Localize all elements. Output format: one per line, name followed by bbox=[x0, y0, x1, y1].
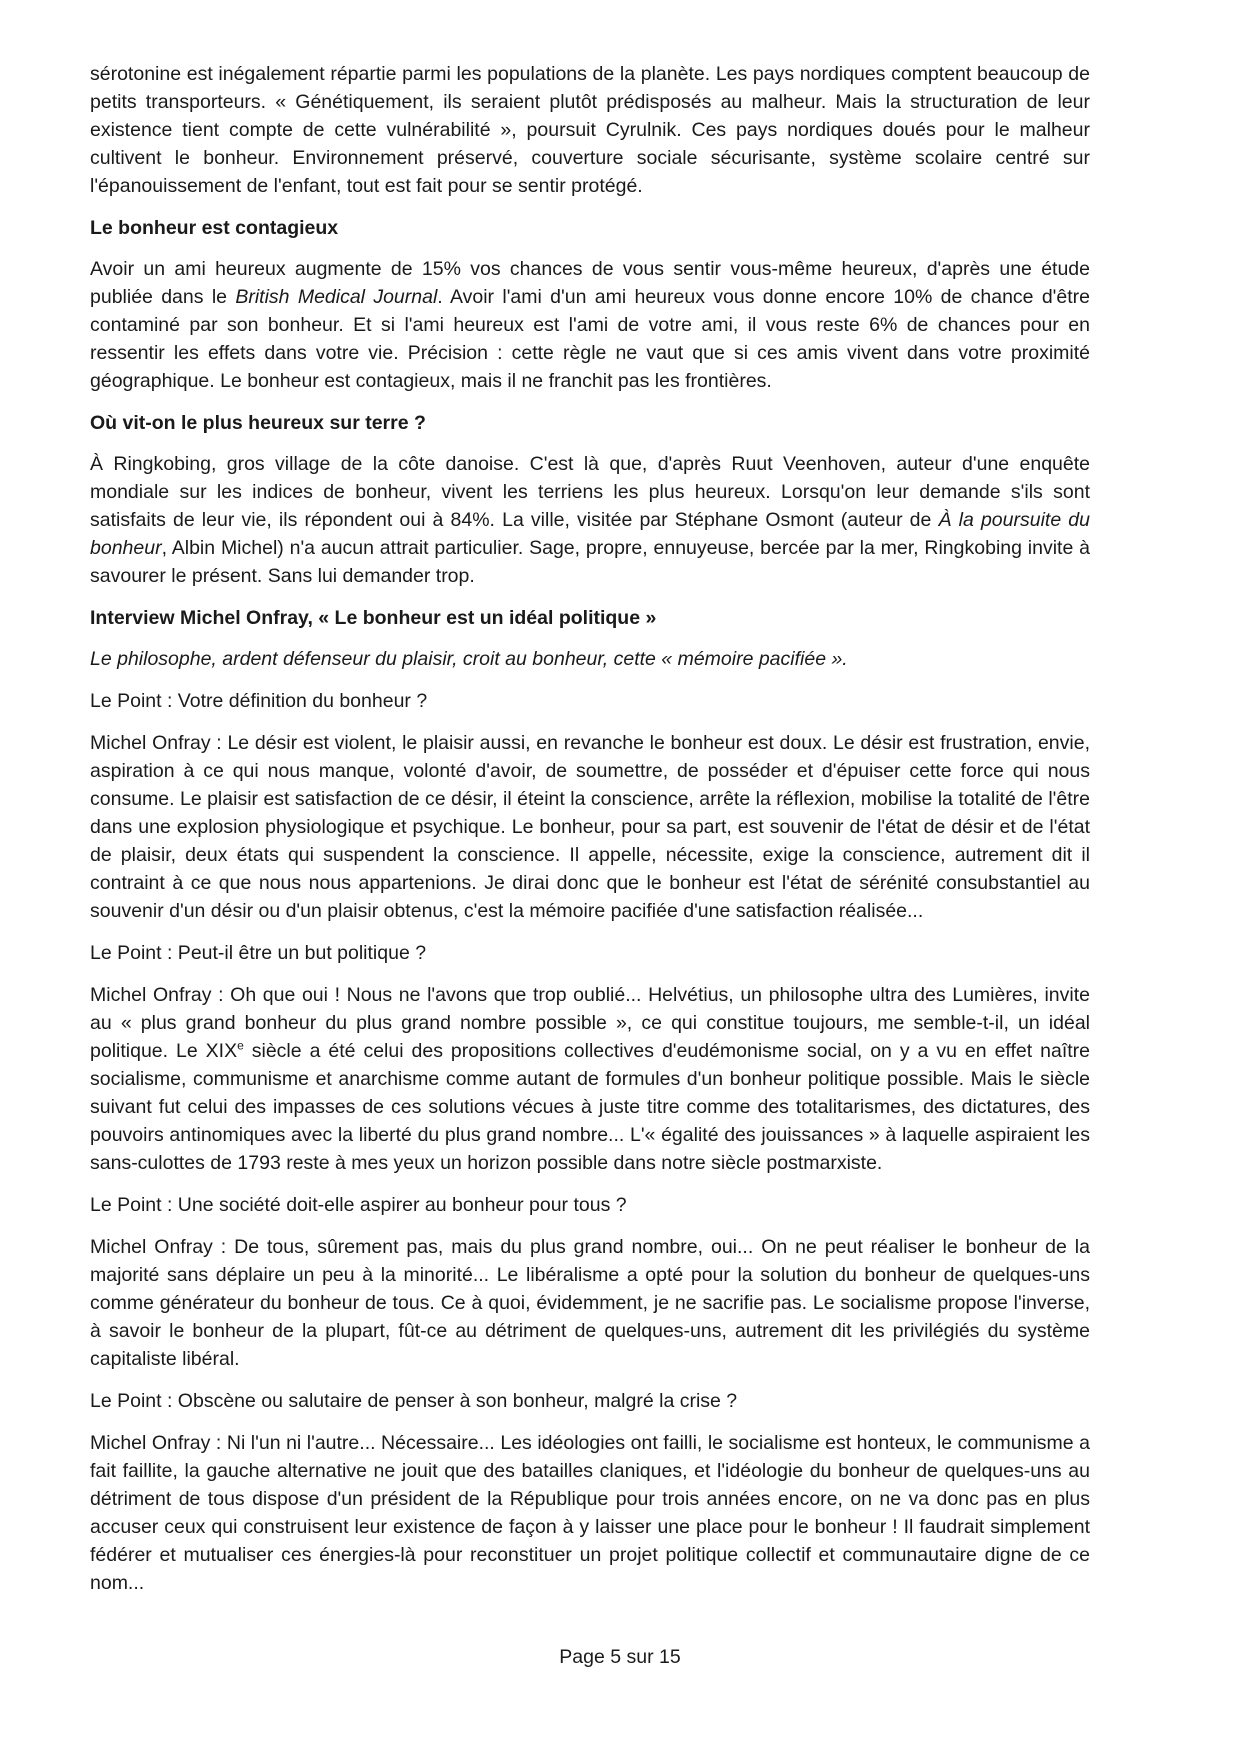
answer-1: Michel Onfray : Le désir est violent, le plaisir aussi, en revanche le bonheur est doux. Le désir est frustration, envie, aspiration à ce qui nous manque, volonté d'avoir, de soumettre, de posséder et d'épuiser cette force qui nous consume. Le plaisir est satisfaction de ce désir, il éteint la conscience, arrête la réflexion, mobilise la totalité de l'être dans une explosion physiologique et psychique. Le bonheur, pour sa part, est souvenir de l'état de désir et de l'état de plaisir, deux états qui suspendent la conscience. Il appelle, nécessite, exige la conscience, autrement dit il contraint à ce que nous nous appartenions. Je dirai donc que le bonheur est l'état de sérénité consubstantiel au souvenir d'un désir ou d'un plaisir obtenus, c'est la mémoire pacifiée d'une satisfaction réalisée... bbox=[90, 732, 1090, 922]
answer-2: Michel Onfray : Oh que oui ! Nous ne l'avons que trop oublié... Helvétius, un philosophe ultra des Lumières, invite au « plus grand bonheur du plus grand nombre possible », ce qui constitue toujours, me semble-t-il, un idéal politique. Le XIXe siècle a été celui des propositions collectives d'eudémonisme social, on y a vu en effet naître socialisme, communisme et anarchisme comme autant de formules d'un bonheur politique possible. Mais le siècle suivant fut celui des impasses de ces solutions vécues à juste titre comme des totalitarismes, des dictatures, des pouvoirs antinomiques avec la liberté du plus grand nombre... L'« égalité des jouissances » à laquelle aspiraient les sans-culottes de 1793 reste à mes yeux un horizon possible dans notre siècle postmarxiste. bbox=[90, 984, 1090, 1174]
answer-3: Michel Onfray : De tous, sûrement pas, mais du plus grand nombre, oui... On ne peut réaliser le bonheur de la majorité sans déplaire un peu à la minorité... Le libéralisme a opté pour la solution du bonheur de quelques-uns comme générateur du bonheur de tous. Ce à quoi, évidemment, je ne sacrifie pas. Le socialisme propose l'inverse, à savoir le bonheur de la plupart, fût-ce au détriment de quelques-uns, autrement dit les privilégiés du système capitaliste libéral. bbox=[90, 1236, 1090, 1370]
page-number: Page 5 sur 15 bbox=[559, 1646, 681, 1668]
paragraph-ringkobing: À Ringkobing, gros village de la côte danoise. C'est là que, d'après Ruut Veenhoven, auteur d'une enquête mondiale sur les indices de bonheur, vivent les terriens les plus heureux. Lorsqu'on leur demande s'ils sont satisfaits de leur vie, ils répondent oui à 84%. La ville, visitée par Stéphane Osmont (auteur de À la poursuite du bonheur, Albin Michel) n'a aucun attrait particulier. Sage, propre, ennuyeuse, bercée par la mer, Ringkobing invite à savourer le présent. Sans lui demander trop. bbox=[90, 453, 1090, 587]
question-1: Le Point : Votre définition du bonheur ? bbox=[90, 690, 428, 712]
book-title: À la poursuite du bonheur bbox=[90, 509, 1090, 559]
question-2: Le Point : Peut-il être un but politique ? bbox=[90, 942, 427, 964]
page-body bbox=[90, 60, 1090, 1611]
heading-bonheur-contagieux: Le bonheur est contagieux bbox=[90, 217, 339, 239]
question-3: Le Point : Une société doit-elle aspirer au bonheur pour tous ? bbox=[90, 1194, 627, 1216]
interview-lead: Le philosophe, ardent défenseur du plaisir, croit au bonheur, cette « mémoire pacifiée ». bbox=[90, 648, 848, 670]
question-4: Le Point : Obscène ou salutaire de penser à son bonheur, malgré la crise ? bbox=[90, 1390, 738, 1412]
journal-title: British Medical Journal bbox=[235, 286, 438, 308]
paragraph-contagieux: Avoir un ami heureux augmente de 15% vos chances de vous sentir vous-même heureux, d'après une étude publiée dans le British Medical Journal. Avoir l'ami d'un ami heureux vous donne encore 10% de chance d'être contaminé par son bonheur. Et si l'ami heureux est l'ami de votre ami, il vous reste 6% de chances pour en ressentir les effets dans votre vie. Précision : cette règle ne vaut que si ces amis vivent dans votre proximité géographique. Le bonheur est contagieux, mais il ne franchit pas les frontières. bbox=[90, 258, 1090, 392]
paragraph-serotonine: sérotonine est inégalement répartie parmi les populations de la planète. Les pays nordiques comptent beaucoup de petits transporteurs. « Génétiquement, ils seraient plutôt prédisposés au malheur. Mais la structuration de leur existence tient compte de cette vulnérabilité », poursuit Cyrulnik. Ces pays nordiques doués pour le malheur cultivent le bonheur. Environnement préservé, couverture sociale sécurisante, système scolaire centré sur l'épanouissement de l'enfant, tout est fait pour se sentir protégé. bbox=[90, 63, 1090, 197]
heading-interview: Interview Michel Onfray, « Le bonheur est un idéal politique » bbox=[90, 607, 657, 629]
answer-4: Michel Onfray : Ni l'un ni l'autre... Nécessaire... Les idéologies ont failli, le socialisme est honteux, le communisme a fait faillite, la gauche alternative ne jouit que des batailles claniques, et l'idéologie du bonheur de quelques-uns au détriment de tous dispose d'un président de la République pour trois années encore, on ne va donc pas en plus accuser ceux qui construisent leur existence de façon à y laisser une place pour le bonheur ! Il faudrait simplement fédérer et mutualiser ces énergies-là pour reconstituer un projet politique collectif et communautaire digne de ce nom... bbox=[90, 1432, 1090, 1594]
heading-ou-vit-on: Où vit-on le plus heureux sur terre ? bbox=[90, 412, 426, 434]
